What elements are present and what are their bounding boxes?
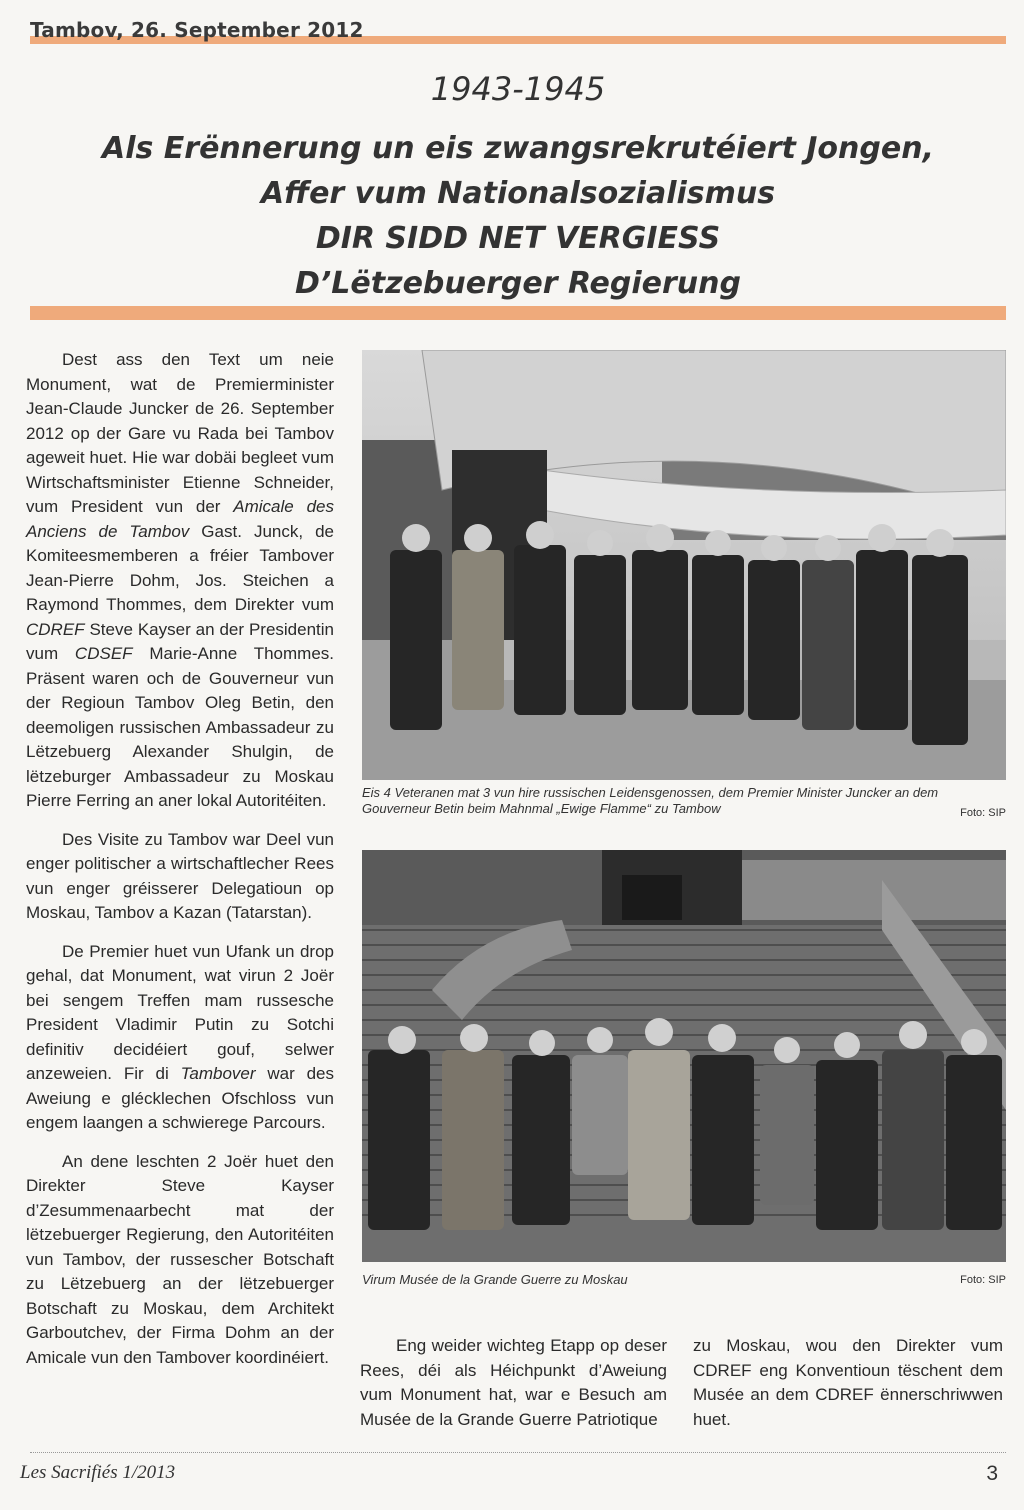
headline-accent-bar bbox=[30, 306, 1006, 320]
photo-memorial bbox=[362, 350, 1006, 780]
headline-line-4: D’Lëtzebuerger Regierung bbox=[295, 266, 741, 301]
photo-memorial-image bbox=[362, 350, 1006, 780]
photo-museum-credit: Foto: SIP bbox=[960, 1274, 1006, 1286]
photo-memorial-caption: Eis 4 Veteranen mat 3 vun hire russischen Leidensgenossen, dem Premier Minister Juncker an dem Gouverneur Betin beim Mahnmal „Ewige Flamme“ zu Tambow bbox=[362, 785, 939, 816]
footer-publication: Les Sacrifiés 1/2013 bbox=[20, 1462, 176, 1483]
article-column-right bbox=[693, 1334, 1003, 1432]
text-run: De Premier huet vun Ufank un drop gehal, dat Monument, wat virun 2 Joër bei sengem Treffen mam russesche President Vladimir Putin zu Sotchi definitiv decidéiert gouf, selwer anzeweien. Fir di bbox=[26, 941, 334, 1083]
article-paragraph-5: Eng weider wichteg Etapp op deser Rees, déi als Héichpunkt d’Aweiung vum Monument hat, war e Besuch am Musée de la Grande Guerre Patriotique bbox=[360, 1336, 667, 1429]
headline-line-2: Affer vum Nationalsozialismus bbox=[260, 176, 776, 211]
text-run-italic: CDREF bbox=[26, 619, 85, 639]
text-run: Marie-Anne Thommes. Präsent waren och de Gouverneur vun der Regioun Tambov Oleg Betin, den deemoligen russischen Ambassadeur zu Lëtzebuerg Alexander Shulgin, de lëtzeburger Ambassadeur zu Moskau Pierre Ferring an aner lokal Autoritéiten. bbox=[26, 644, 334, 810]
article-column-middle bbox=[360, 1334, 667, 1432]
headline-years: 1943-1945 bbox=[430, 70, 606, 108]
text-run-italic: Tambover bbox=[180, 1064, 256, 1083]
footer-rule bbox=[30, 1452, 1006, 1453]
text-run: war des Aweiung e glécklechen Ofschloss vun engem laangen a schwierege Parcours. bbox=[26, 1064, 334, 1132]
photo-museum-caption: Virum Musée de la Grande Guerre zu Moskau bbox=[362, 1272, 628, 1287]
dateline: Tambov, 26. September 2012 bbox=[30, 18, 364, 42]
photo-memorial-credit: Foto: SIP bbox=[960, 807, 1006, 819]
article-paragraph-1 bbox=[26, 348, 334, 814]
page-number: 3 bbox=[986, 1462, 998, 1485]
photo-museum-image bbox=[362, 850, 1006, 1262]
text-run: Steve Kayser an der Presidentin vum bbox=[26, 619, 334, 663]
headline-line-1: Als Erënnerung un eis zwangsrekrutéiert Jongen, bbox=[102, 131, 934, 166]
text-run: Dest ass den Text um neie Monument, wat de Premierminister Jean-Claude Juncker de 26. September 2012 op der Gare vu Rada bei Tambov ageweit huet. Hie war dobäi begleet vum Wirtschaftsminister Etienne Schneider, vum President vun der bbox=[26, 350, 334, 516]
article-paragraph-2: Des Visite zu Tambov war Deel vun enger politischer a wirtschaftlecher Rees vun enger gréisserer Delegatioun op Moskau, Tambov a Kazan (Tatarstan). bbox=[26, 829, 334, 922]
text-run: Gast. Junck, de Komiteesmemberen a fréier Tambover Jean-Pierre Dohm, Jos. Steichen a Raymond Thommes, dem Direkter vum bbox=[26, 521, 334, 614]
headline-line-3: DIR SIDD NET VERGIESS bbox=[315, 221, 721, 256]
article-paragraph-4: An dene leschten 2 Joër huet den Direkter Steve Kayser d’Zesummenaarbecht mat der lëtzebuerger Regierung, den Autoritéiten vun Tambov, der russescher Botschaft zu Lëtzebuerg an der lëtzebuerger Botschaft zu Moskau, dem Architekt Garboutchev, der Firma Dohm an der Amicale vun den Tambover koordinéiert. bbox=[26, 1151, 334, 1367]
article-paragraph-3 bbox=[26, 940, 334, 1136]
article-column-left bbox=[26, 348, 334, 1384]
photo-museum bbox=[362, 850, 1006, 1262]
article-paragraph-6: zu Moskau, wou den Direkter vum CDREF eng Konventioun tëschent dem Musée an dem CDREF ënnerschriwwen huet. bbox=[693, 1336, 1003, 1429]
text-run-italic: CDSEF bbox=[74, 644, 133, 663]
text-run-italic: Amicale des Anciens de Tambov bbox=[26, 497, 334, 541]
